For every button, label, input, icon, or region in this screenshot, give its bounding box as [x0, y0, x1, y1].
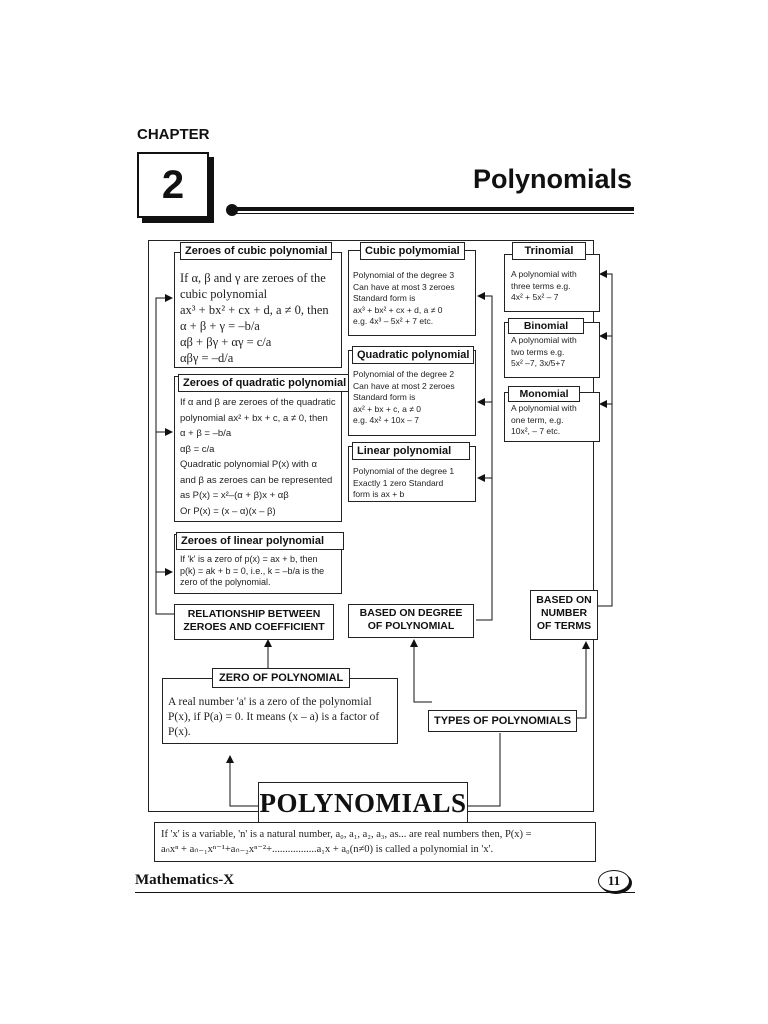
relationship-line1: RELATIONSHIP BETWEEN [187, 608, 321, 620]
linear-poly-line: Polynomial of the degree 1 [353, 466, 455, 476]
linear-zeroes-line: p(k) = ak + b = 0, i.e., k = –b/a is the [180, 565, 325, 576]
trinomial-line: three terms e.g. [511, 280, 571, 291]
cubic-zeroes-heading: Zeroes of cubic polynomial [180, 242, 332, 260]
linear-poly-line: form is ax + b [353, 489, 405, 499]
quadratic-poly-line: ax² + bx + c, a ≠ 0 [353, 403, 421, 414]
linear-zeroes-line: zero of the polynomial. [180, 577, 271, 587]
definition-box [154, 822, 596, 862]
linear-poly-heading: Linear polynomial [352, 442, 470, 460]
chapter-title: Polynomials [472, 164, 632, 194]
binomial-line: 5x² –7, 3x/5+7 [511, 358, 566, 368]
monomial-line: 10x², – 7 etc. [511, 426, 561, 436]
cubic-zeroes-line: If α, β and γ are zeroes of the [180, 271, 326, 285]
degree-line2: OF POLYNOMIAL [367, 620, 455, 632]
binomial-heading: Binomial [508, 318, 584, 334]
relationship-line2: ZEROES AND COEFFICIENT [183, 621, 325, 633]
quadratic-zeroes-line: If α and β are zeroes of the quadratic [180, 397, 336, 408]
degree-box [348, 604, 474, 638]
relationship-box [174, 604, 334, 640]
quadratic-poly-line: Polynomial of the degree 2 [353, 369, 455, 379]
quadratic-zeroes-line: α + β = –b/a [180, 428, 232, 439]
monomial-line: one term, e.g. [511, 414, 564, 425]
types-heading: TYPES OF POLYNOMIALS [428, 710, 577, 732]
quadratic-zeroes-heading: Zeroes of quadratic polynomial [178, 374, 351, 392]
quadratic-poly-line: Can have at most 2 zeroes [353, 380, 455, 391]
quadratic-zeroes-line: Or P(x) = (x – α)(x – β) [180, 505, 276, 517]
chapter-label: CHAPTER [137, 126, 210, 143]
footer-rule [135, 892, 635, 893]
quadratic-poly-line: Standard form is [353, 392, 416, 402]
chapter-number: 2 [161, 163, 185, 207]
monomial-heading: Monomial [508, 386, 580, 402]
linear-zeroes-heading: Zeroes of linear polynomial [176, 532, 344, 550]
cubic-zeroes-line: αβγ = –d/a [180, 351, 234, 365]
binomial-line: two terms e.g. [511, 346, 565, 357]
linear-poly-line: Exactly 1 zero Standard [353, 477, 444, 488]
definition-line2: aₙxⁿ + aₙ₋₁xⁿ⁻¹+aₙ₋₂xⁿ⁻²+.................a₁x + a₀(n≠0) is called a polynomial in 'x'. [161, 844, 494, 855]
quadratic-zeroes-line: and β as zeroes can be represented [180, 474, 333, 486]
polynomials-title: POLYNOMIALS [259, 788, 467, 818]
page-number: 11 [598, 870, 630, 892]
cubic-zeroes-line: αβ + βγ + αγ = c/a [180, 335, 272, 349]
cubic-poly-heading: Cubic polymomial [360, 242, 465, 260]
cubic-poly-line: Polynomial of the degree 3 [353, 270, 455, 280]
terms-box [530, 590, 598, 640]
cubic-zeroes-line: cubic polynomial [180, 287, 268, 301]
quadratic-zeroes-line: αβ = c/a [180, 443, 215, 455]
quadratic-poly-heading: Quadratic polynomial [352, 346, 474, 364]
quadratic-zeroes-box [174, 376, 342, 522]
terms-line2: NUMBER [540, 607, 588, 619]
terms-line1: BASED ON [536, 594, 592, 606]
cubic-poly-box [348, 250, 476, 336]
zero-poly-heading: ZERO OF POLYNOMIAL [212, 668, 350, 688]
cubic-zeroes-line: α + β + γ = –b/a [180, 319, 260, 333]
quadratic-zeroes-line: Quadratic polynomial P(x) with α [180, 459, 317, 470]
middle-bracket-line [476, 296, 492, 620]
degree-line1: BASED ON DEGREE [359, 607, 463, 619]
cubic-zeroes-box [174, 252, 342, 368]
quadratic-zeroes-line: polynomial ax² + bx + c, a ≠ 0, then [180, 412, 328, 424]
trinomial-box [504, 254, 600, 312]
monomial-line: A polynomial with [511, 403, 577, 413]
cubic-poly-line: e.g. 4x³ – 5x² + 7 etc. [353, 316, 434, 326]
zero-poly-line: P(x), if P(a) = 0. It means (x – a) is a factor of [168, 711, 380, 723]
binomial-line: A polynomial with [511, 335, 577, 345]
terms-line3: OF TERMS [536, 620, 592, 632]
right-bracket-line [598, 274, 612, 606]
cubic-poly-line: Can have at most 3 zeroes [353, 281, 455, 292]
left-bracket-line [156, 298, 174, 614]
definition-line1: If 'x' is a variable, 'n' is a natural number, a₀, a₁, a₂, a₃, as... are real numbers then, P(x) = [161, 829, 532, 840]
trinomial-line: 4x² + 5x² – 7 [511, 292, 559, 302]
zero-poly-line: P(x). [168, 726, 191, 738]
cubic-zeroes-line: ax³ + bx² + cx + d, a ≠ 0, then [180, 303, 329, 317]
polynomials-title-box [258, 782, 468, 826]
cubic-poly-line: Standard form is [353, 293, 416, 303]
quadratic-zeroes-line: as P(x) = x²–(α + β)x + αβ [180, 490, 289, 501]
cubic-poly-line: ax³ + bx² + cx + d, a ≠ 0 [353, 304, 443, 315]
trinomial-heading: Trinomial [512, 242, 586, 260]
trinomial-line: A polynomial with [511, 269, 577, 279]
zero-poly-line: A real number 'a' is a zero of the polynomial [168, 696, 372, 708]
quadratic-poly-line: e.g. 4x² + 10x – 7 [353, 415, 419, 425]
footer-subject: Mathematics-X [135, 872, 235, 888]
linear-zeroes-line: If 'k' is a zero of p(x) = ax + b, then [180, 554, 318, 564]
